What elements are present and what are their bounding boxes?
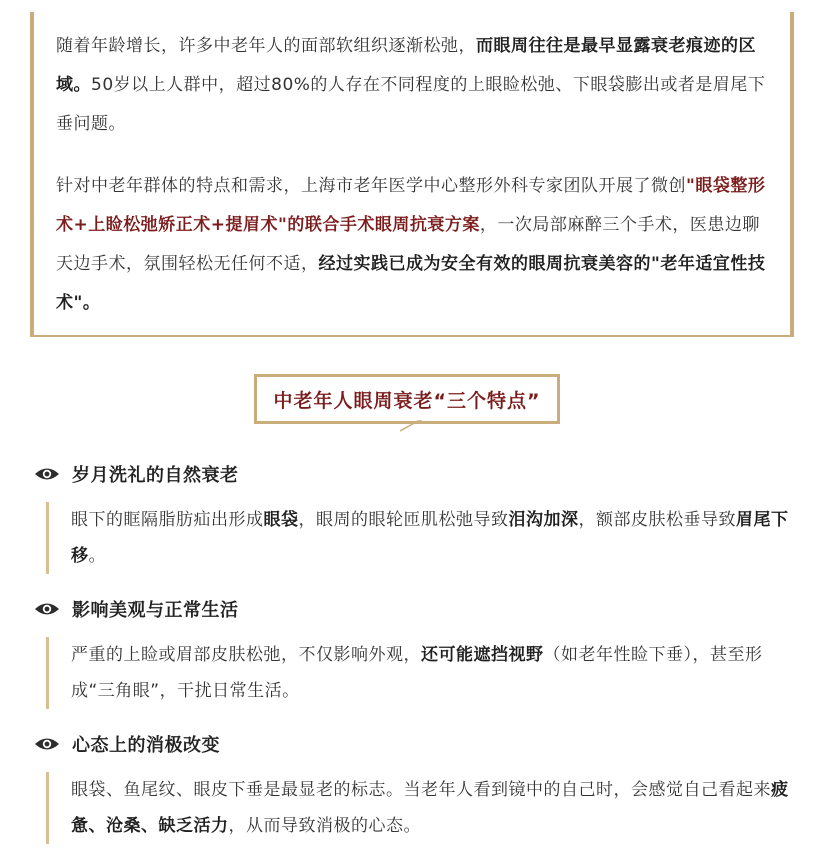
feature-title: 影响美观与正常生活 (72, 600, 239, 621)
feature-2-seg: 严重的上睑或眉部皮肤松弛，不仅影响外观， (71, 645, 421, 665)
eye-icon (34, 736, 60, 752)
intro-paragraph-1 (56, 27, 772, 144)
feature-1-seg: 眼下的眶隔脂肪疝出形成 (71, 510, 264, 530)
intro-p1-seg-1: 而眼周往往是最早显露衰老痕迹的区域。 (56, 36, 756, 95)
intro-p1-seg-2: 50岁以上人群中，超过80%的人存在不同程度的上眼睑松弛、下眼袋膨出或者是眉尾下垂问题。 (56, 75, 766, 134)
section-title: 中老年人眼周衰老“三个特点” (254, 374, 560, 424)
intro-p2-seg-1: "眼袋整形术+上睑松弛矫正术+提眉术"的联合手术眼周抗衰方案 (56, 176, 766, 235)
feature-head (34, 460, 239, 488)
feature-head (34, 730, 220, 758)
feature-1-seg: ，眼周的眼轮匝肌松弛导致 (298, 510, 509, 530)
feature-body (46, 637, 797, 709)
intro-paragraph-2 (56, 167, 772, 323)
feature-head (34, 595, 239, 623)
section-title-wrap (254, 374, 560, 424)
title-pointer-icon (400, 420, 422, 432)
feature-title: 心态上的消极改变 (72, 735, 220, 756)
intro-p1-seg-0: 随着年龄增长，许多中老年人的面部软组织逐渐松弛， (56, 36, 476, 56)
feature-3-seg-bold: 疲惫、沧桑、缺乏活力 (71, 780, 789, 836)
eye-icon (34, 601, 60, 617)
intro-p2-seg-2: ，一次局部麻醉三个手术，医患边聊天边手术，氛围轻松无任何不适， (56, 215, 760, 274)
feature-1-seg: 。 (88, 546, 106, 566)
feature-1-seg-bold: 眼袋 (263, 510, 299, 530)
feature-2-seg: （如老年性睑下垂），甚至形成“三角眼”，干扰日常生活。 (71, 645, 763, 701)
feature-1-seg-bold: 眉尾下移 (71, 510, 789, 566)
feature-3-seg: 眼袋、鱼尾纹、眼皮下垂是最显老的标志。当老年人看到镜中的自己时，会感觉自己看起来 (71, 780, 771, 800)
feature-title: 岁月洗礼的自然衰老 (72, 465, 239, 486)
eye-icon (34, 466, 60, 482)
intro-box (30, 12, 794, 337)
feature-2-seg-bold: 还可能遮挡视野 (421, 645, 544, 665)
feature-1-seg-bold: 泪沟加深 (508, 510, 579, 530)
feature-body (46, 772, 797, 844)
intro-p2-seg-3: 经过实践已成为安全有效的眼周抗衰美容的"老年适宜性技术"。 (56, 254, 766, 313)
feature-body (46, 502, 797, 574)
intro-p2-seg-0: 针对中老年群体的特点和需求，上海市老年医学中心整形外科专家团队开展了微创 (56, 176, 686, 196)
feature-1-seg: ，额部皮肤松垂导致 (578, 510, 736, 530)
feature-3-seg: ，从而导致消极的心态。 (228, 816, 421, 836)
